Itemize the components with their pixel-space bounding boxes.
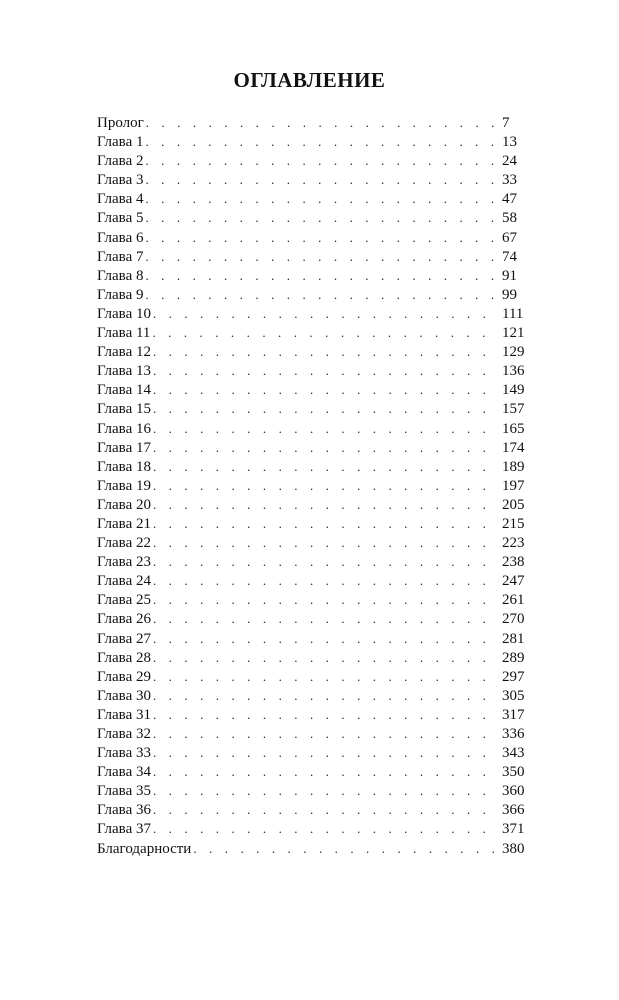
toc-entry-page-number: 157 xyxy=(502,401,525,418)
toc-entry xyxy=(97,151,540,170)
toc-entry xyxy=(97,342,540,361)
toc-entry-label: Глава 17 xyxy=(97,439,151,456)
dot-leader xyxy=(153,724,496,743)
dot-leader xyxy=(145,285,496,304)
toc-entry-page-number: 215 xyxy=(502,515,525,532)
toc-entry xyxy=(97,132,540,151)
toc-entry xyxy=(97,113,540,132)
toc-entry-page-number: 58 xyxy=(502,210,517,227)
dot-leader xyxy=(153,571,496,590)
toc-entry-label: Глава 11 xyxy=(97,325,151,342)
toc-entry xyxy=(97,380,540,399)
toc-entry-label: Глава 2 xyxy=(97,153,144,170)
dot-leader xyxy=(145,247,496,266)
toc-entry xyxy=(97,667,540,686)
toc-entry-label: Глава 13 xyxy=(97,363,151,380)
dot-leader xyxy=(153,762,496,781)
dot-leader xyxy=(153,667,496,686)
toc-entry-label: Глава 29 xyxy=(97,668,151,685)
toc-entry-page-number: 205 xyxy=(502,496,525,513)
toc-entry xyxy=(97,762,540,781)
dot-leader xyxy=(153,743,496,762)
toc-entry-label: Глава 19 xyxy=(97,477,151,494)
toc-entry-page-number: 136 xyxy=(502,363,525,380)
toc-entry-label: Глава 37 xyxy=(97,821,151,838)
toc-entry-label: Глава 9 xyxy=(97,286,144,303)
dot-leader xyxy=(145,266,496,285)
toc-entry-page-number: 121 xyxy=(502,325,525,342)
dot-leader xyxy=(145,170,496,189)
toc-entry-page-number: 7 xyxy=(502,115,510,131)
toc-entry xyxy=(97,419,540,438)
toc-entry-page-number: 47 xyxy=(502,191,517,208)
toc-entry-label: Благодарности xyxy=(97,840,192,857)
dot-leader xyxy=(146,113,496,132)
toc-entry-label: Глава 21 xyxy=(97,515,151,532)
dot-leader xyxy=(153,800,496,819)
dot-leader xyxy=(153,419,496,438)
toc-entry-label: Глава 16 xyxy=(97,420,151,437)
dot-leader xyxy=(145,228,496,247)
toc-entry xyxy=(97,170,540,189)
toc-entry-page-number: 305 xyxy=(502,687,525,704)
dot-leader xyxy=(145,151,496,170)
toc-entry-page-number: 360 xyxy=(502,783,525,800)
toc-entry-label: Глава 31 xyxy=(97,706,151,723)
toc-entry-label: Глава 14 xyxy=(97,382,151,399)
dot-leader xyxy=(153,705,496,724)
toc-entry-page-number: 270 xyxy=(502,611,525,628)
toc-title: ОГЛАВЛЕНИЕ xyxy=(233,68,386,92)
dot-leader xyxy=(145,189,496,208)
toc-entry xyxy=(97,705,540,724)
dot-leader xyxy=(153,648,496,667)
toc-entry xyxy=(97,743,540,762)
toc-entry-page-number: 247 xyxy=(502,573,525,590)
dot-leader xyxy=(153,552,496,571)
toc-entry-label: Глава 4 xyxy=(97,191,144,208)
dot-leader xyxy=(153,609,496,628)
toc-entry xyxy=(97,839,540,858)
dot-leader xyxy=(153,533,496,552)
toc-entry xyxy=(97,476,540,495)
toc-entry-label: Глава 18 xyxy=(97,458,151,475)
toc-entry-page-number: 189 xyxy=(502,458,525,475)
toc-entry xyxy=(97,533,540,552)
toc-entry-page-number: 149 xyxy=(502,382,525,399)
dot-leader xyxy=(152,323,496,342)
toc-entry-page-number: 317 xyxy=(502,706,525,723)
toc-entry-page-number: 289 xyxy=(502,649,525,666)
toc-entry-page-number: 223 xyxy=(502,535,525,552)
dot-leader xyxy=(153,457,496,476)
toc-entry-page-number: 129 xyxy=(502,344,525,361)
toc-entry xyxy=(97,247,540,266)
toc-entry-page-number: 24 xyxy=(502,153,517,170)
toc-entry xyxy=(97,800,540,819)
toc-entry xyxy=(97,686,540,705)
toc-entry-page-number: 238 xyxy=(502,554,525,571)
toc-entry-page-number: 366 xyxy=(502,802,525,819)
dot-leader xyxy=(145,208,496,227)
toc-entry-label: Глава 25 xyxy=(97,592,151,609)
toc-entry-page-number: 197 xyxy=(502,477,525,494)
toc-entry-page-number: 67 xyxy=(502,229,517,246)
toc-entry-label: Глава 32 xyxy=(97,726,151,742)
toc-entry xyxy=(97,648,540,667)
dot-leader xyxy=(153,495,496,514)
toc-entry-label: Глава 26 xyxy=(97,611,151,628)
dot-leader xyxy=(153,342,496,361)
toc-entry-label: Глава 35 xyxy=(97,783,151,800)
toc-entry-label: Глава 23 xyxy=(97,554,151,571)
dot-leader xyxy=(153,629,496,648)
toc-entry-page-number: 336 xyxy=(502,726,525,742)
toc-entry xyxy=(97,495,540,514)
dot-leader xyxy=(153,438,496,457)
toc-entry-page-number: 371 xyxy=(502,821,525,838)
toc-entry xyxy=(97,189,540,208)
dot-leader xyxy=(153,590,496,609)
toc-entry xyxy=(97,724,540,743)
toc-entry-page-number: 281 xyxy=(502,630,525,647)
toc-entry xyxy=(97,571,540,590)
toc-entry-label: Глава 12 xyxy=(97,344,151,361)
toc-entry-page-number: 343 xyxy=(502,745,525,762)
toc-entry-page-number: 261 xyxy=(502,592,525,609)
dot-leader xyxy=(153,361,496,380)
toc-entry-label: Глава 5 xyxy=(97,210,144,227)
toc-entry xyxy=(97,399,540,418)
toc-entry-page-number: 99 xyxy=(502,286,517,303)
dot-leader xyxy=(153,304,496,323)
toc-entry-page-number: 297 xyxy=(502,668,525,685)
toc-entry xyxy=(97,228,540,247)
dot-leader xyxy=(153,514,496,533)
dot-leader xyxy=(153,686,496,705)
toc-entry xyxy=(97,609,540,628)
toc-entry-page-number: 91 xyxy=(502,267,517,284)
dot-leader xyxy=(145,132,496,151)
toc-entry xyxy=(97,514,540,533)
toc-entry-label: Глава 30 xyxy=(97,687,151,704)
toc-entry-label: Глава 36 xyxy=(97,802,151,819)
toc-entry-label: Глава 6 xyxy=(97,229,144,246)
toc-entry-page-number: 380 xyxy=(502,840,525,857)
toc-entry xyxy=(97,781,540,800)
toc-entry-label: Глава 10 xyxy=(97,305,151,322)
toc-entry-label: Глава 8 xyxy=(97,267,144,284)
toc-entry xyxy=(97,266,540,285)
toc-entry-page-number: 33 xyxy=(502,172,517,189)
toc-entry xyxy=(97,285,540,304)
dot-leader xyxy=(153,781,496,800)
toc-entry-label: Глава 33 xyxy=(97,745,151,762)
toc-entry-page-number: 174 xyxy=(502,439,525,456)
toc-entry xyxy=(97,208,540,227)
toc-entry-label: Глава 3 xyxy=(97,172,144,189)
toc-entry-page-number: 165 xyxy=(502,420,525,437)
toc-entry-label: Глава 28 xyxy=(97,649,151,666)
toc-entry xyxy=(97,438,540,457)
toc-entry-label: Глава 22 xyxy=(97,535,151,552)
dot-leader xyxy=(153,476,496,495)
toc-entry xyxy=(97,552,540,571)
toc-entry xyxy=(97,629,540,648)
toc-entry-page-number: 74 xyxy=(502,248,517,265)
toc-entry-label: Глава 1 xyxy=(97,134,144,151)
toc-entry-label: Глава 34 xyxy=(97,764,151,781)
toc-entry xyxy=(97,819,540,838)
toc-entry-label: Глава 24 xyxy=(97,573,151,590)
toc-entry-page-number: 111 xyxy=(502,305,524,322)
toc-entry xyxy=(97,457,540,476)
toc-entry-label: Глава 27 xyxy=(97,630,151,647)
dot-leader xyxy=(153,380,496,399)
toc-entry xyxy=(97,361,540,380)
toc-entry-label: Пролог xyxy=(97,115,144,131)
toc-list xyxy=(97,113,540,858)
dot-leader xyxy=(193,839,496,858)
toc-entry-label: Глава 15 xyxy=(97,401,151,418)
dot-leader xyxy=(153,819,496,838)
toc-entry xyxy=(97,304,540,323)
toc-entry-page-number: 13 xyxy=(502,134,517,151)
dot-leader xyxy=(153,399,496,418)
toc-entry-page-number: 350 xyxy=(502,764,525,781)
toc-entry xyxy=(97,323,540,342)
toc-entry-label: Глава 7 xyxy=(97,248,144,265)
toc-entry-label: Глава 20 xyxy=(97,496,151,513)
toc-entry xyxy=(97,590,540,609)
